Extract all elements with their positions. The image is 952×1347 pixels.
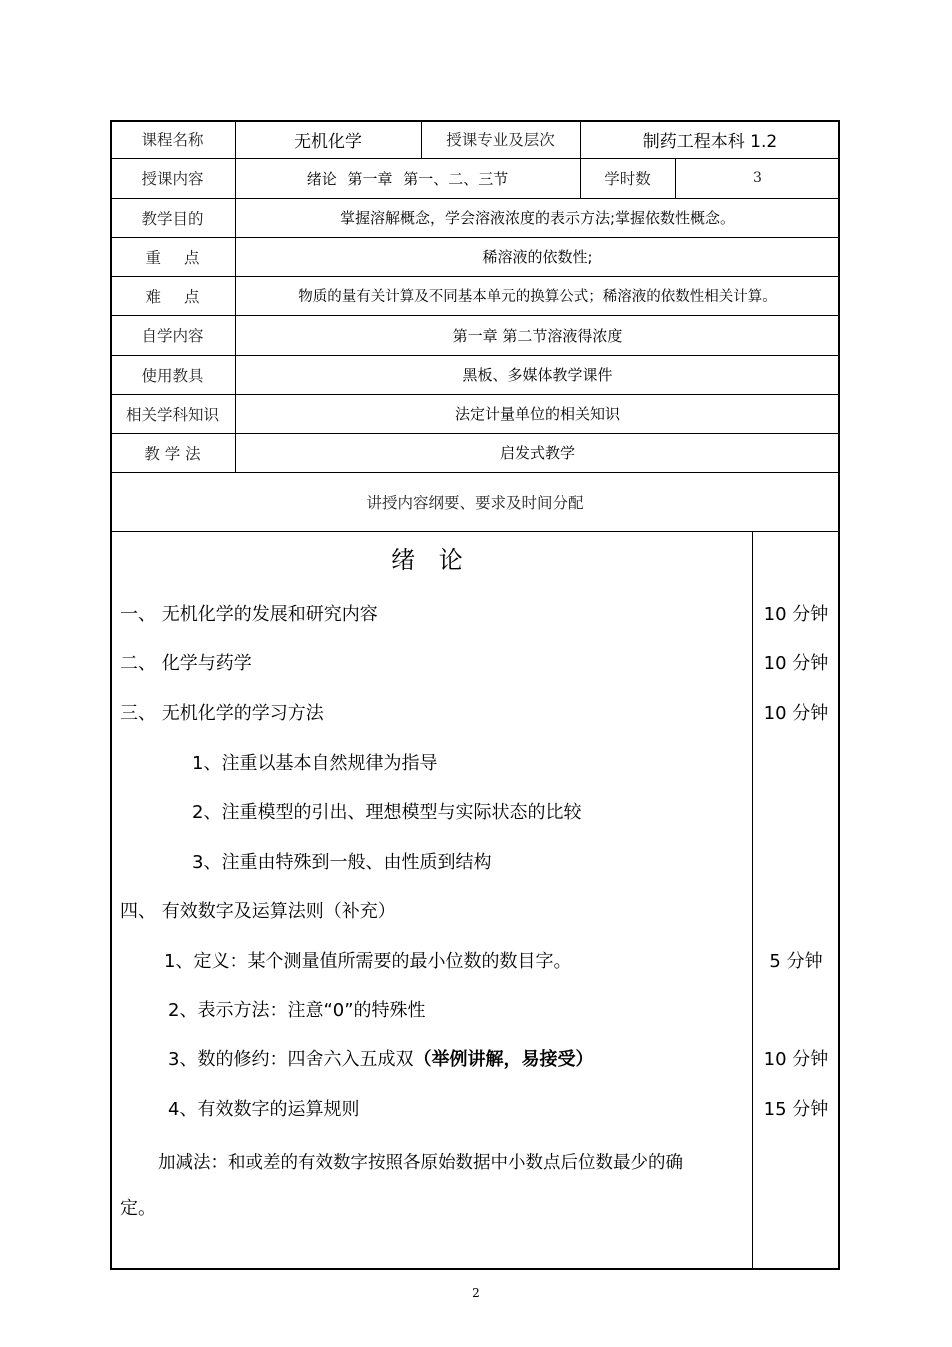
outline-subitem: 1、定义：某个测量值所需要的最小位数的数目字。 <box>164 951 572 972</box>
difficulty-value: 物质的量有关计算及不同基本单元的换算公式；稀溶液的依数性相关计算。 <box>298 289 777 305</box>
outline-subitem: 2、表示方法：注意“0”的特殊性 <box>168 1000 426 1021</box>
outline-subitem: 4、有效数字的运算规则 <box>168 1099 360 1120</box>
rounding-rule-text: 3、数的修约：四舍六入五成双 <box>168 1049 414 1070</box>
course-name-label: 课程名称 <box>141 131 204 149</box>
outline-subitem: 1、注重以基本自然规律为指导 <box>192 753 438 774</box>
self-study-value: 第一章 第二节溶液得浓度 <box>452 326 623 345</box>
outline-item: 二、 化学与药学 <box>120 653 252 674</box>
content-label: 授课内容 <box>141 170 204 188</box>
hours-value: 3 <box>753 170 762 186</box>
time-allocation: 10 分钟 <box>763 653 829 674</box>
time-allocation: 10 分钟 <box>763 604 829 625</box>
outline-item: 三、 无机化学的学习方法 <box>120 703 324 724</box>
related-value: 法定计量单位的相关知识 <box>454 405 620 423</box>
objective-label: 教学目的 <box>141 209 204 228</box>
outline-item: 四、 有效数字及运算法则（补充） <box>120 901 396 922</box>
time-allocation: 10 分钟 <box>763 1049 829 1070</box>
page-number: 2 <box>472 1286 480 1300</box>
course-name-value: 无机化学 <box>294 131 362 152</box>
paragraph-line: 加减法：和或差的有效数字按照各原始数据中小数点后位数最少的确 <box>158 1153 683 1173</box>
time-allocation: 5 分钟 <box>769 951 823 972</box>
time-column-divider <box>752 531 753 1270</box>
paragraph-line: 定。 <box>120 1198 156 1219</box>
time-allocation: 15 分钟 <box>763 1099 829 1120</box>
method-value: 启发式教学 <box>499 444 575 462</box>
outline-heading: 讲授内容纲要、要求及时间分配 <box>366 493 584 512</box>
tools-label: 使用教具 <box>141 366 204 385</box>
major-label: 授课专业及层次 <box>446 131 555 149</box>
row-divider <box>110 531 840 532</box>
objective-value: 掌握溶解概念，学会溶液浓度的表示方法;掌握依数性概念。 <box>339 209 736 227</box>
emphasis-note: （举例讲解，易接受） <box>413 1049 594 1070</box>
self-study-label: 自学内容 <box>141 327 204 345</box>
outline-item: 一、 无机化学的发展和研究内容 <box>120 604 378 625</box>
time-allocation: 10 分钟 <box>763 703 829 724</box>
hours-label: 学时数 <box>604 170 651 188</box>
section-title: 绪 论 <box>391 546 471 574</box>
method-label: 教 学 法 <box>144 444 201 463</box>
key-point-value: 稀溶液的依数性; <box>482 248 593 266</box>
difficulty-label: 难 点 <box>145 287 200 306</box>
outline-subitem: 3、注重由特殊到一般、由性质到结构 <box>192 852 492 873</box>
content-value: 绪论 第一章 第一、二、三节 <box>306 169 509 188</box>
major-value: 制药工程本科 1.2 <box>642 131 778 152</box>
outline-subitem <box>168 1048 593 1072</box>
outline-subitem: 2、注重模型的引出、理想模型与实际状态的比较 <box>192 802 582 823</box>
tools-value: 黑板、多媒体教学课件 <box>462 366 613 384</box>
key-point-label: 重 点 <box>145 248 200 267</box>
related-label: 相关学科知识 <box>125 405 219 424</box>
